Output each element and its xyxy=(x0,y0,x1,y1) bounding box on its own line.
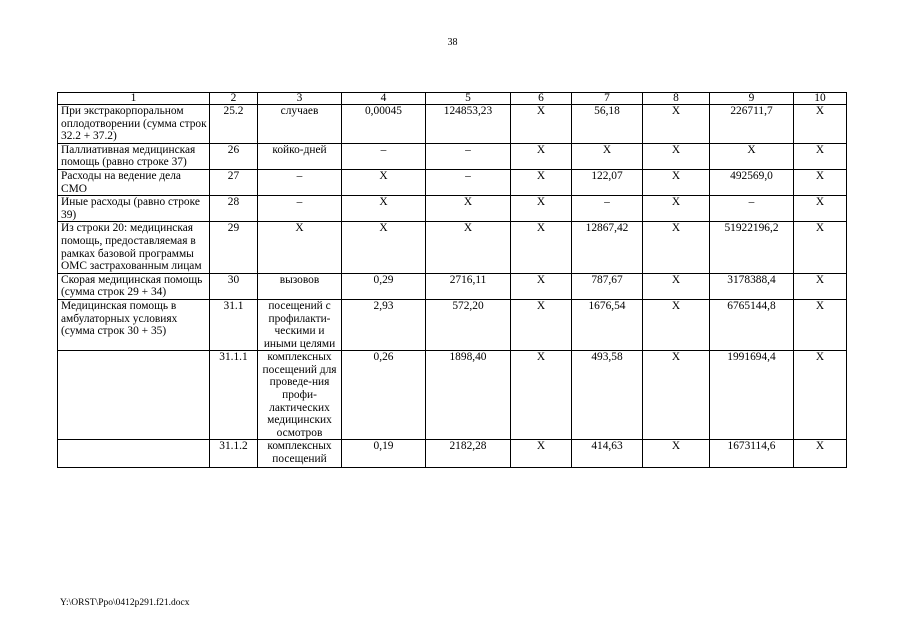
table-cell: 3178388,4 xyxy=(710,273,794,299)
table-cell: Х xyxy=(643,169,710,195)
table-cell: Х xyxy=(643,273,710,299)
table-cell: Х xyxy=(794,196,847,222)
table-cell: Х xyxy=(794,351,847,440)
table-cell: 56,18 xyxy=(572,105,643,144)
table-cell: 1673114,6 xyxy=(710,440,794,468)
table-row xyxy=(58,222,847,273)
table-cell: 51922196,2 xyxy=(710,222,794,273)
header-cell: 1 xyxy=(58,93,210,105)
table-cell: комплексных посещений xyxy=(258,440,342,468)
table-cell: 2182,28 xyxy=(426,440,511,468)
header-cell: 4 xyxy=(342,93,426,105)
table-cell: Паллиативная медицинская помощь (равно строке 37) xyxy=(58,143,210,169)
table-cell: – xyxy=(258,169,342,195)
table-cell: Х xyxy=(794,273,847,299)
table-cell: 1676,54 xyxy=(572,299,643,350)
table-cell: 414,63 xyxy=(572,440,643,468)
table-cell: 492569,0 xyxy=(710,169,794,195)
table-cell: Х xyxy=(511,440,572,468)
table-cell: Х xyxy=(426,196,511,222)
table-cell: Скорая медицинская помощь (сумма строк 29 + 34) xyxy=(58,273,210,299)
table-cell: – xyxy=(426,169,511,195)
table-cell: – xyxy=(342,143,426,169)
table-cell: 12867,42 xyxy=(572,222,643,273)
table-row xyxy=(58,299,847,350)
table-row xyxy=(58,273,847,299)
table-cell: 28 xyxy=(210,196,258,222)
header-cell: 3 xyxy=(258,93,342,105)
table-cell: Медицинская помощь в амбулаторных условиях (сумма строк 30 + 35) xyxy=(58,299,210,350)
table-cell: Х xyxy=(643,351,710,440)
table-cell: 26 xyxy=(210,143,258,169)
table-cell: – xyxy=(258,196,342,222)
table-cell xyxy=(58,440,210,468)
table-cell: Х xyxy=(511,351,572,440)
table-cell: комплексных посещений для проведе-ния профи-лактических медицинских осмотров xyxy=(258,351,342,440)
table-cell: 0,29 xyxy=(342,273,426,299)
footer-file-path: Y:\ORST\Ppo\0412p291.f21.docx xyxy=(60,598,190,608)
table-cell xyxy=(58,351,210,440)
table-cell: 1991694,4 xyxy=(710,351,794,440)
table-cell: 31.1 xyxy=(210,299,258,350)
table-cell: Х xyxy=(511,273,572,299)
table-cell: Х xyxy=(511,143,572,169)
table-cell: Иные расходы (равно строке 39) xyxy=(58,196,210,222)
header-cell: 2 xyxy=(210,93,258,105)
table-cell: 25.2 xyxy=(210,105,258,144)
table-cell: 226711,7 xyxy=(710,105,794,144)
header-cell: 7 xyxy=(572,93,643,105)
table-cell: Х xyxy=(511,196,572,222)
table-cell: Расходы на ведение дела СМО xyxy=(58,169,210,195)
table-cell: 124853,23 xyxy=(426,105,511,144)
table-cell: 2,93 xyxy=(342,299,426,350)
table-cell: 493,58 xyxy=(572,351,643,440)
table-cell: 1898,40 xyxy=(426,351,511,440)
table-cell: 31.1.2 xyxy=(210,440,258,468)
table-cell: 0,00045 xyxy=(342,105,426,144)
table-cell: 6765144,8 xyxy=(710,299,794,350)
table-cell: Х xyxy=(794,440,847,468)
data-table xyxy=(57,92,847,468)
table-cell: 27 xyxy=(210,169,258,195)
table-cell: Х xyxy=(511,299,572,350)
table-row xyxy=(58,440,847,468)
table-cell: 30 xyxy=(210,273,258,299)
table-cell: вызовов xyxy=(258,273,342,299)
table-cell: Х xyxy=(342,222,426,273)
table-cell: 787,67 xyxy=(572,273,643,299)
table-cell: Х xyxy=(572,143,643,169)
page-number: 38 xyxy=(447,37,458,48)
table-cell: Из строки 20: медицинская помощь, предоставляемая в рамках базовой программы ОМС застрахованным лицам xyxy=(58,222,210,273)
header-cell: 10 xyxy=(794,93,847,105)
header-cell: 8 xyxy=(643,93,710,105)
table-cell: Х xyxy=(342,169,426,195)
table-cell: – xyxy=(572,196,643,222)
table-cell: посещений с профилакти-ческими и иными целями xyxy=(258,299,342,350)
table-cell: 2716,11 xyxy=(426,273,511,299)
table-cell: случаев xyxy=(258,105,342,144)
table-cell: Х xyxy=(643,196,710,222)
header-cell: 5 xyxy=(426,93,511,105)
table-cell: Х xyxy=(794,222,847,273)
table-cell: При экстракорпоральном оплодотворении (сумма строк 32.2 + 37.2) xyxy=(58,105,210,144)
table-header-row xyxy=(58,93,847,105)
table-cell: Х xyxy=(258,222,342,273)
table-cell: Х xyxy=(794,169,847,195)
header-cell: 9 xyxy=(710,93,794,105)
table-cell: Х xyxy=(643,105,710,144)
table-row xyxy=(58,105,847,144)
table-cell: Х xyxy=(643,143,710,169)
table-cell: 0,26 xyxy=(342,351,426,440)
table-cell: 29 xyxy=(210,222,258,273)
table-cell: Х xyxy=(643,440,710,468)
table-cell: Х xyxy=(794,299,847,350)
table-cell: 0,19 xyxy=(342,440,426,468)
table-cell: Х xyxy=(710,143,794,169)
table-cell: – xyxy=(710,196,794,222)
table-cell: Х xyxy=(794,143,847,169)
header-cell: 6 xyxy=(511,93,572,105)
table-cell: Х xyxy=(511,169,572,195)
table-cell: койко-дней xyxy=(258,143,342,169)
table-cell: Х xyxy=(643,222,710,273)
table-cell: Х xyxy=(794,105,847,144)
table-row xyxy=(58,169,847,195)
table-cell: – xyxy=(426,143,511,169)
table-row xyxy=(58,143,847,169)
table-cell: 122,07 xyxy=(572,169,643,195)
table-cell: Х xyxy=(511,105,572,144)
table-cell: Х xyxy=(342,196,426,222)
table-cell: Х xyxy=(426,222,511,273)
table-cell: Х xyxy=(643,299,710,350)
table-cell: Х xyxy=(511,222,572,273)
table-row xyxy=(58,351,847,440)
table-cell: 31.1.1 xyxy=(210,351,258,440)
table-cell: 572,20 xyxy=(426,299,511,350)
table-row xyxy=(58,196,847,222)
